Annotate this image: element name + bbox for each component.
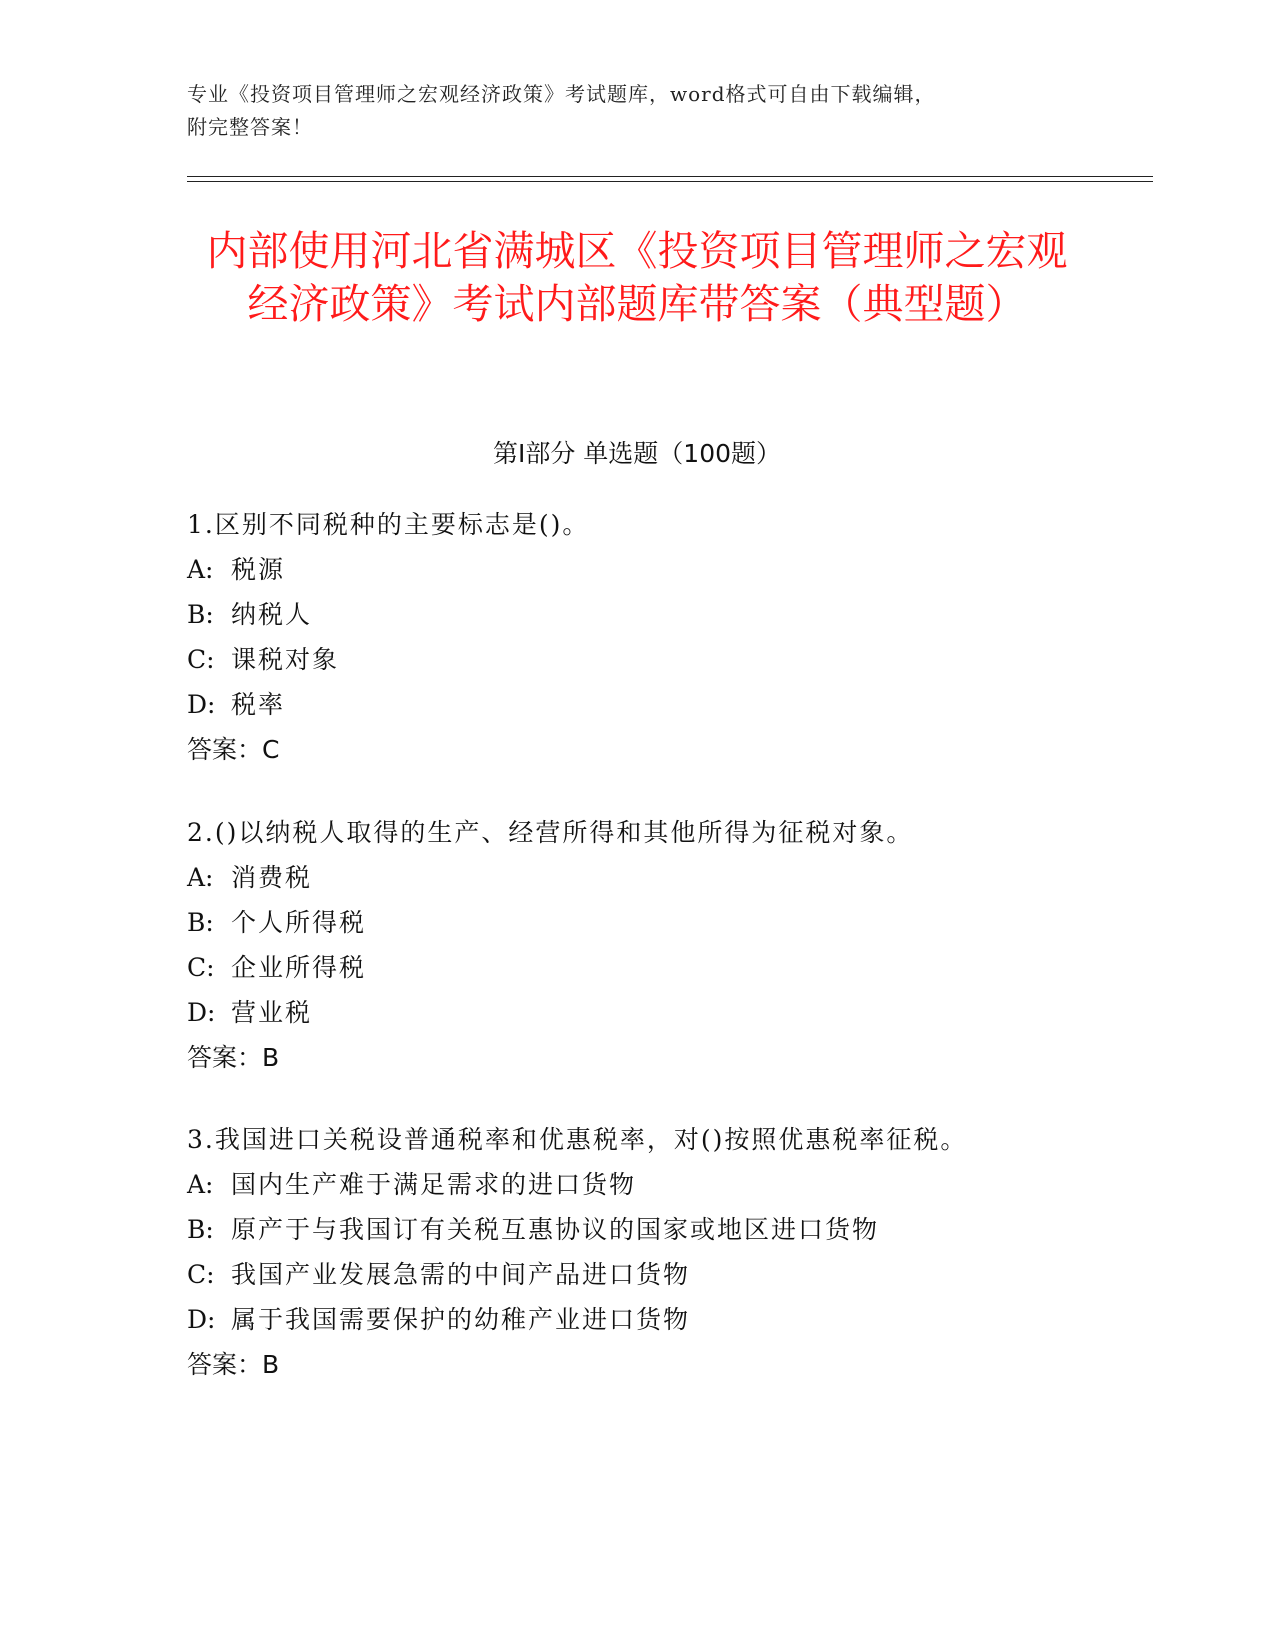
option-c (187, 637, 1137, 682)
option-text: 纳税人 (231, 600, 313, 629)
option-letter: B: (187, 600, 214, 629)
answer-line: 答案：C (187, 735, 280, 764)
header-divider-thin (187, 181, 1153, 182)
option-text: 税源 (231, 555, 286, 584)
option-text: 个人所得税 (231, 908, 367, 937)
option-text: 属于我国需要保护的幼稚产业进口货物 (231, 1305, 691, 1334)
section-title: 第Ⅰ部分 单选题（100题） (492, 439, 782, 468)
answer-line: 答案：B (187, 1350, 280, 1379)
question-stem: 3.我国进口关税设普通税率和优惠税率，对()按照优惠税率征税。 (187, 1125, 968, 1154)
option-a (187, 855, 1137, 900)
option-text: 国内生产难于满足需求的进口货物 (231, 1170, 637, 1199)
option-text: 课税对象 (231, 645, 340, 674)
question-stem: 2.()以纳税人取得的生产、经营所得和其他所得为征税对象。 (187, 818, 914, 847)
option-letter: A: (187, 1170, 214, 1199)
option-text: 消费税 (231, 863, 313, 892)
option-text: 原产于与我国订有关税互惠协议的国家或地区进口货物 (231, 1215, 880, 1244)
option-b (187, 900, 1137, 945)
header-divider-thick (187, 176, 1153, 177)
option-d (187, 990, 1137, 1035)
option-letter: C: (187, 953, 215, 982)
option-letter: A: (187, 555, 214, 584)
option-c (187, 1252, 1137, 1297)
answer-line: 答案：B (187, 1043, 280, 1072)
option-text: 营业税 (231, 998, 313, 1027)
document-title: 内部使用河北省满城区《投资项目管理师之宏观经济政策》考试内部题库带答案（典型题） (206, 227, 1068, 328)
option-letter: C: (187, 1260, 215, 1289)
option-letter: B: (187, 1215, 214, 1244)
option-letter: D: (187, 998, 216, 1027)
question-2 (187, 810, 1137, 1080)
option-letter: D: (187, 690, 216, 719)
header-note (187, 78, 1087, 144)
option-text: 企业所得税 (231, 953, 367, 982)
option-d (187, 1297, 1137, 1342)
option-b (187, 1207, 1137, 1252)
option-text: 我国产业发展急需的中间产品进口货物 (231, 1260, 691, 1289)
option-letter: A: (187, 863, 214, 892)
option-letter: B: (187, 908, 214, 937)
option-c (187, 945, 1137, 990)
option-a (187, 547, 1137, 592)
option-a (187, 1162, 1137, 1207)
option-letter: C: (187, 645, 215, 674)
option-text: 税率 (231, 690, 286, 719)
question-1 (187, 502, 1137, 772)
header-note-line-2: 附完整答案！ (187, 115, 313, 139)
option-letter: D: (187, 1305, 216, 1334)
question-3 (187, 1117, 1137, 1387)
header-note-line-1: 专业《投资项目管理师之宏观经济政策》考试题库，word格式可自由下载编辑， (187, 82, 936, 106)
question-stem: 1.区别不同税种的主要标志是()。 (187, 510, 590, 539)
option-d (187, 682, 1137, 727)
option-b (187, 592, 1137, 637)
